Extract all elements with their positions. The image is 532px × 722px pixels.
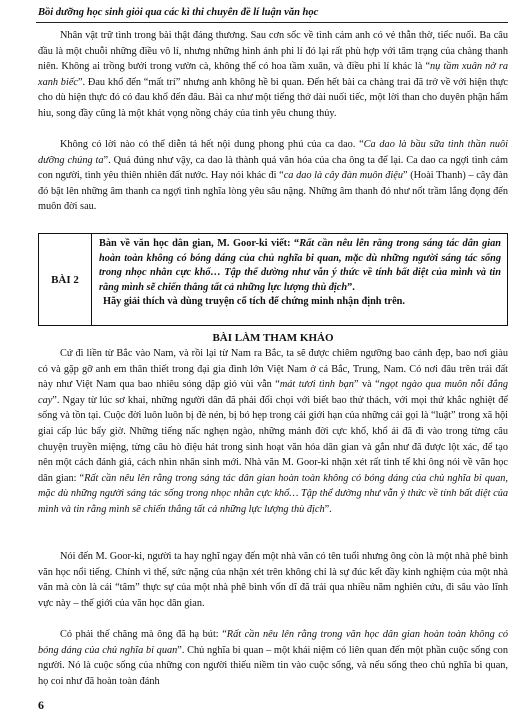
text-run: ” và “ [353,379,380,391]
italic-quote: Ca dao là bầu sữa tinh thần nuôi dưỡng chúng ta [38,139,509,166]
intro-paragraph-1 [38,28,508,122]
italic-quote: Rất cần nêu lên rằng trong sáng tác dân gian hoàn toàn không có bóng dáng của chủ nghĩa bi quan, mặc dù những người sáng tác sống trong nhọc nhằn cực khổ… Tập thể dường như vẫn ý thức về tính bất diệt của mình và tin rằng mình sẽ chiến thắng tất cả những lực lượng thù địch [99,238,501,293]
text-run: ”. [347,281,355,293]
text-run: Bàn về văn học dân gian, M. Goor-ki viết: “ [99,238,300,249]
italic-quote: ngọt ngào qua muôn nỗi đắng cay [38,379,508,406]
header-divider [36,22,508,23]
text-run: ”. Chủ nghĩa bi quan – một khái niệm có liên quan đến một phần cuộc sống con người. Nó là cuộc sống của những con người thiếu niềm tin vào cuộc sống, và nếu sống theo chủ nghĩa bi quan, họ coi như đã hoàn toàn đánh [38,644,508,687]
text-run: Cứ đi liền từ Bắc vào Nam, và rồi lại từ Nam ra Bắc, ta sẽ được chiêm ngưỡng bao cảnh đẹp, bao nơi giàu có và gặp gỡ anh em thân thiết trong đại gia đình lớn Việt Nam ở cả Bắc, Trung, Nam. Có nơi đâu trên trái đất này như Việt Nam qua bao nhiêu sóng dập gió vùi vẫn “ [38,348,508,391]
italic-quote: nụ tầm xuân nở ra xanh biếc [38,61,508,88]
exercise-prompt [99,237,501,310]
exercise-box [38,233,508,326]
exercise-task: Hãy giải thích và dùng truyện cổ tích để chứng minh nhận định trên. [103,296,405,308]
italic-quote: ca dao là cây đàn muôn điệu [283,170,403,182]
italic-quote: Rất cần nêu lên rằng trong văn học dân gian hoàn toàn không có bóng dáng của chủ nghĩa bi quan [38,629,508,656]
text-run: ”. Ngay từ lúc sơ khai, những người dân đã phải đối chọi với biết bao thử thách, với mọi thứ khắc nghiệt để sống và tồn tại. Cuộc đời luôn luôn bị đè nén, bị bó hẹp trong cái giới hạn của những cái gọi là “luật” trong xã hội giai cấp lúc bấy giờ. Những tiếng nấc nghẹn ngào, những mảnh đời cực khổ, khổ ải đã đi vào trong từng câu chuyện truyền miệng, từng câu hò điệu hát trong sinh hoạt văn hóa dân gian và gắn như đã được lột xác, để tạo nên một cách đánh giá, cách nhìn nhân sinh mới. Nhà văn M. Goor-ki nhận xét rất tinh tế khi ông nói về văn học dân gian: “ [38,394,508,484]
text-run: ”. [324,503,332,515]
page-number: 6 [38,698,44,712]
text-run: Có phải thế chăng mà ông đã hạ bút: “ [60,629,227,640]
text-run: Không có lời nào có thể diễn tả hết nội dung phong phú của ca dao. “ [60,139,364,150]
answer-title: BÀI LÀM THAM KHẢO [212,332,334,344]
text-run: ”. Đau khổ đến “mất trí” nhưng anh không hề bi quan. Đến hết bài ca chàng trai đã trở về với hiện thực cho dù hiện thực đó có đau khổ đến đâu. Bài ca như một tiếng thở dài nuối tiếc, một lời than cho duyên phận hẩm hiu, song đầy cũng là một khát vọng nồng cháy của tình yêu chung thủy. [38,76,508,119]
text-run: Nhân vật trữ tình trong bài thật đáng thương. Sau cơn sốc về tình cảm anh có vẻ thẫn thờ, tiếc nuối. Ba câu đầu là một chuỗi những điều vô lí, nhưng những hình ảnh phi lí đó lại rất phù hợp với tâm trạng của chàng thanh niên. Không ai trồng bưởi trong vườn cà, không thể có hoa tầm xuân, và điều phi lí khác là “ [38,30,508,73]
exercise-label: BÀI 2 [39,234,92,325]
text-run: Nói đến M. Goor-ki, người ta hay nghĩ ngay đến một nhà văn có tên tuổi nhưng ông còn là một nhà phê bình văn học nổi tiếng. Chính vì thế, sức nặng của nhận xét trên không chỉ là sự đúc kết đầy kinh nghiệm của một nhà văn mà còn là cái “tâm” thực sự của một nhà phê bình vốn dĩ đã trải qua nhiều năm nghiên cứu, đi sâu vào lĩnh vực này – thế giới của văn học dân gian. [38,551,508,609]
answer-paragraph-3 [38,627,508,689]
text-run: ” (Hoài Thanh) – cây đàn đó bật lên những âm thanh ca ngợi tình nghĩa lòng yêu sâu nặng. Những âm thanh đó như nốt trầm lắng đọng đến muôn đời sau. [38,170,508,213]
italic-quote: Rất cần nêu lên rằng trong sáng tác dân gian hoàn toàn không có bóng dáng của chủ nghĩa bi quan, mặc dù những người sáng tác sống trong nhọc nhằn cực khổ… Tập thể dường như vẫn ý thức về tính bất diệt của mình và tin rằng mình sẽ chiến thắng tất cả những lực lượng thù địch [38,472,508,515]
running-header: Bồi dưỡng học sinh giỏi qua các kì thi chuyên đề lí luận văn học [38,7,319,18]
answer-paragraph-1 [38,346,508,518]
answer-paragraph-2 [38,549,508,611]
italic-quote: mát tươi tình bạn [279,379,354,391]
exercise-quote [99,238,501,293]
text-run: ”. Quả đúng như vậy, ca dao là thành quả văn hóa của cha ông ta để lại. Ca dao ca ngợi tình cảm con người, tình yêu thiên nhiên đất nước. Hay nói khác đi “ [38,154,508,182]
intro-paragraph-2 [38,137,508,215]
